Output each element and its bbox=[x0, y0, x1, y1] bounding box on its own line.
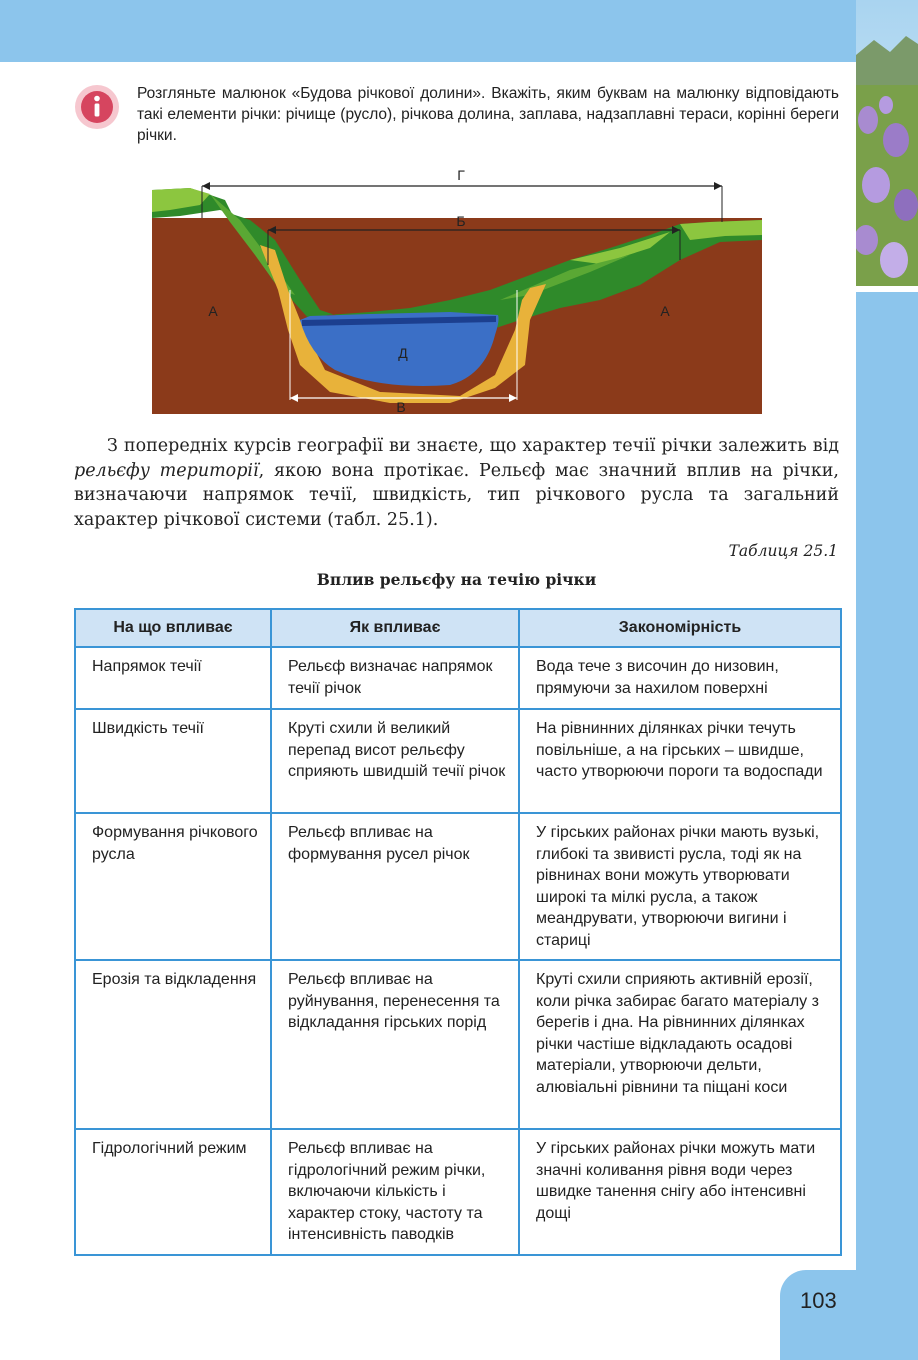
table-cell: Круті схили сприяють активній ерозії, коли річка забирає багато матеріалу з берегів і дна. На рівнинних ділянках річки частіше відкладають осадові матеріали, утворюючи дельти, алювіальні рівнини та піщані коси bbox=[519, 960, 841, 1129]
table-cell: Рельєф впливає на руйнування, перенесення та відкладання гірських порід bbox=[271, 960, 519, 1129]
table-cell: На рівнинних ділянках річки течуть повільніше, а на гірських – швидше, часто утворюючи пороги та водоспади bbox=[519, 709, 841, 813]
body-paragraph bbox=[74, 434, 839, 532]
table-row bbox=[75, 960, 841, 1129]
table-row bbox=[75, 1129, 841, 1255]
table-row bbox=[75, 813, 841, 960]
label-v: В bbox=[396, 399, 406, 414]
table-cell: Рельєф визначає напрямок течії річок bbox=[271, 647, 519, 709]
paragraph-after: , якою вона протікає. Рельєф має значний вплив на річки, визначаючи напрямок течії, швидкість, тип річкового русла та загальний характер річкової системи (табл. 25.1). bbox=[74, 460, 839, 530]
table-cell: Рельєф впливає на формування русел річок bbox=[271, 813, 519, 960]
label-b: Б bbox=[456, 213, 466, 229]
table-row bbox=[75, 647, 841, 709]
table-header-row bbox=[75, 609, 841, 647]
label-g: Г bbox=[457, 167, 465, 183]
task-text: Розгляньте малюнок «Будова річкової долини». Вкажіть, яким буквам на малюнку відповідають такі елементи річки: річище (русло), річкова долина, заплава, надзаплавні тераси, корінні береги річки. bbox=[137, 85, 839, 144]
table-cell: Ерозія та відкладення bbox=[75, 960, 271, 1129]
table-row bbox=[75, 709, 841, 813]
table-cell: Формування річкового русла bbox=[75, 813, 271, 960]
header-cell: Як впливає bbox=[271, 609, 519, 647]
table-cell: У гірських районах річки можуть мати значні коливання рівня води через швидке танення снігу або інтенсивні дощі bbox=[519, 1129, 841, 1255]
table-cell: Гідрологічний режим bbox=[75, 1129, 271, 1255]
info-icon bbox=[74, 84, 120, 135]
header-band bbox=[0, 0, 856, 62]
table-cell: Швидкість течії bbox=[75, 709, 271, 813]
page-number: 103 bbox=[800, 1288, 837, 1313]
side-band bbox=[856, 292, 918, 1360]
table-label: Таблиця 25.1 bbox=[728, 542, 838, 560]
relief-influence-table bbox=[74, 608, 842, 1256]
table-cell: Рельєф впливає на гідрологічний режим річки, включаючи кількість і характер стоку, частоту та інтенсивність паводків bbox=[271, 1129, 519, 1255]
label-a-right: А bbox=[660, 303, 670, 319]
label-a-left: А bbox=[208, 303, 218, 319]
table-title: Вплив рельєфу на течію річки bbox=[316, 570, 597, 589]
header-cell: Закономірність bbox=[519, 609, 841, 647]
table-cell: Круті схили й великий перепад висот рельєфу сприяють швидшій течії річок bbox=[271, 709, 519, 813]
label-d: Д bbox=[398, 345, 408, 361]
table-cell: Вода тече з височин до низовин, прямуючи за нахилом поверхні bbox=[519, 647, 841, 709]
river-valley-diagram bbox=[150, 160, 762, 419]
page-number-tab bbox=[780, 1270, 918, 1360]
paragraph-before: З попередніх курсів географії ви знаєте, що характер течії річки залежить від bbox=[107, 436, 839, 456]
table-cell: Напрямок течії bbox=[75, 647, 271, 709]
paragraph-emphasis: рельєфу території bbox=[74, 460, 259, 481]
header-cell: На що впливає bbox=[75, 609, 271, 647]
side-flower-photo bbox=[856, 0, 918, 286]
table-cell: У гірських районах річки мають вузькі, глибокі та звивисті русла, тоді як на рівнинах вони можуть утворювати широкі та мілкі русла, а також меандрувати, утворюючи вигини і стариці bbox=[519, 813, 841, 960]
